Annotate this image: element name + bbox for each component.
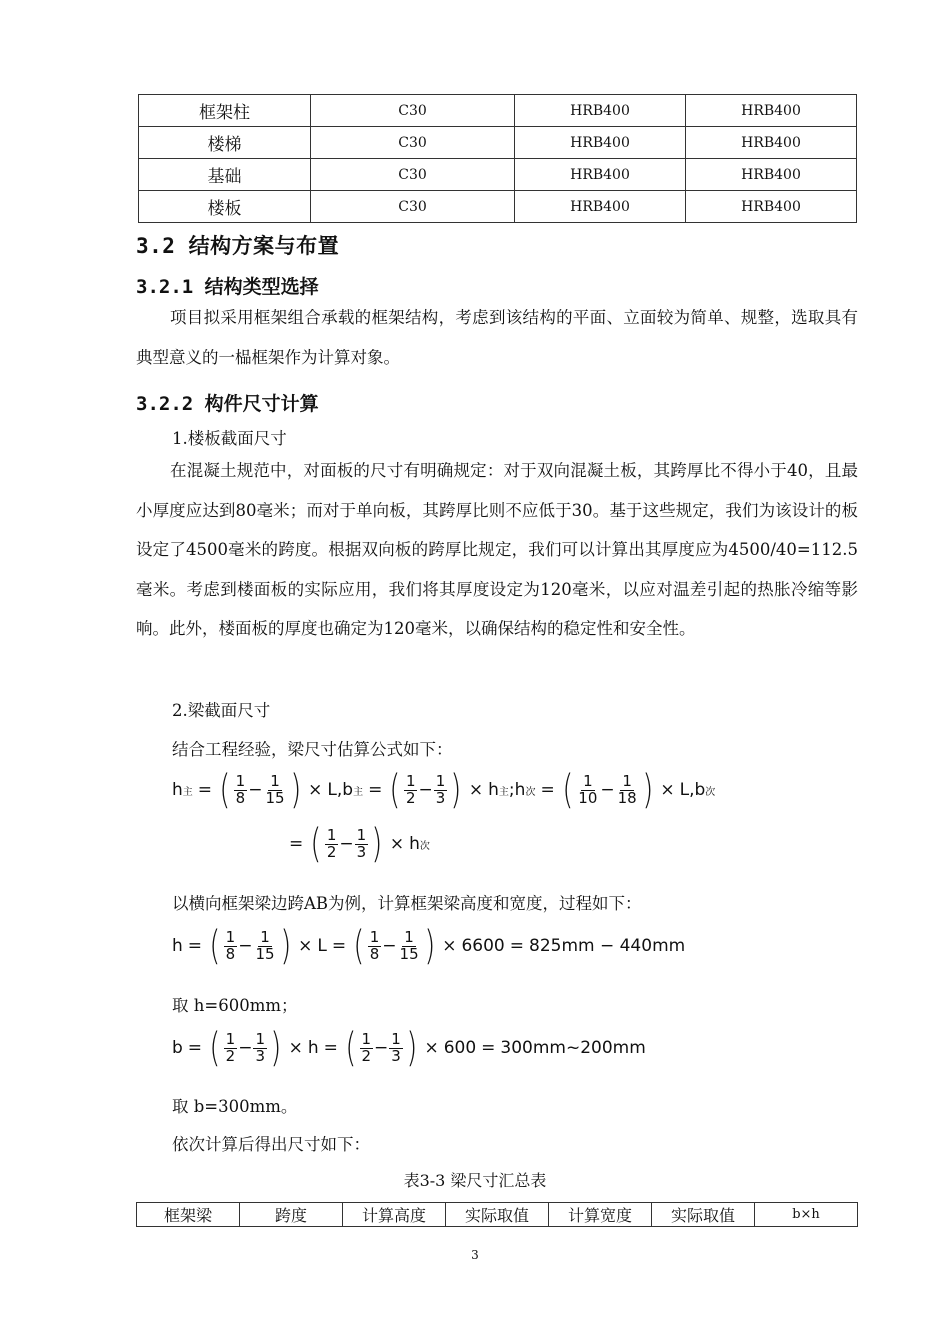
table-cell: HRB400 [686, 191, 857, 223]
paragraph-slab: 在混凝土规范中，对面板的尺寸有明确规定：对于双向混凝土板，其跨厚比不得小于40，且最小厚度应达到80毫米；而对于单向板，其跨厚比则不应低于30。基于这些规定，我们为该设计的板设定了4500毫米的跨度。根据双向板的跨厚比规定，我们可以计算出其厚度应为4500/40=112.5毫米。考虑到楼面板的实际应用，我们将其厚度设定为120毫米，以应对温差引起的热胀冷缩等影响。此外，楼面板的厚度也确定为120毫米，以确保结构的稳定性和安全性。 [136, 461, 858, 638]
example-intro: 以横向框架梁边跨AB为例，计算框架梁高度和宽度，过程如下： [172, 894, 642, 913]
table-cell: 基础 [139, 159, 311, 191]
beam-formula-intro: 结合工程经验，梁尺寸估算公式如下： [172, 740, 453, 759]
materials-table [138, 94, 857, 223]
take-width: 取 b=300mm。 [172, 1097, 298, 1116]
table-cell: HRB400 [686, 127, 857, 159]
table-cell: HRB400 [515, 95, 686, 127]
table-cell: HRB400 [686, 95, 857, 127]
table-cell: HRB400 [515, 159, 686, 191]
table-cell: C30 [311, 191, 515, 223]
column-header: b×h [755, 1203, 858, 1227]
subsection-heading: 3.2.2 构件尺寸计算 [136, 393, 319, 415]
table-cell: HRB400 [686, 159, 857, 191]
column-header: 计算宽度 [549, 1203, 652, 1227]
table-cell: C30 [311, 95, 515, 127]
table-cell: 楼梯 [139, 127, 311, 159]
list-item: 2.梁截面尺寸 [172, 701, 271, 720]
page-number: 3 [471, 1248, 479, 1262]
width-formula: b = ( $\frac{1}{2}$ − $\frac{1}{3}$ ) × h = ( $\frac{1}{2}$ − $\frac{1}{3}$ ) × 600 = 300mm~200mm [172, 1025, 646, 1071]
table-row [139, 191, 857, 223]
table-cell: 框架柱 [139, 95, 311, 127]
table-row [139, 159, 857, 191]
result-intro: 依次计算后得出尺寸如下： [172, 1135, 370, 1154]
beam-formula: h 主 = ( $\frac{1}{8}$ − $\frac{1}{15}$ ) × L , b 主 = ( $\frac{1}{2}$ − $\frac{1}{3}$ ) × h 主 ; h 次 = ( $\frac{1}{10}$ − $\frac{1}{18}$ ) × L , b 次 [172, 767, 716, 813]
table-cell: HRB400 [515, 191, 686, 223]
table-row [139, 95, 857, 127]
column-header: 实际取值 [446, 1203, 549, 1227]
subsection-heading: 3.2.1 结构类型选择 [136, 276, 319, 298]
column-header: 框架梁 [137, 1203, 240, 1227]
table-header-row [137, 1203, 858, 1227]
beam-size-table [136, 1202, 858, 1227]
section-heading: 3.2 结构方案与布置 [136, 234, 340, 258]
height-formula: h = ( $\frac{1}{8}$ − $\frac{1}{15}$ ) × L = ( $\frac{1}{8}$ − $\frac{1}{15}$ ) × 6600 = 825mm − 440mm [172, 923, 686, 969]
table-row [139, 127, 857, 159]
list-item: 1.楼板截面尺寸 [172, 429, 287, 448]
column-header: 计算高度 [343, 1203, 446, 1227]
beam-formula-continued: = ( $\frac{1}{2}$ − $\frac{1}{3}$ ) × h 次 [289, 821, 430, 867]
column-header: 实际取值 [652, 1203, 755, 1227]
take-height: 取 h=600mm； [172, 996, 298, 1015]
paragraph-structure-type: 项目拟采用框架组合承载的框架结构，考虑到该结构的平面、立面较为简单、规整，选取具有典型意义的一榀框架作为计算对象。 [136, 308, 858, 367]
table-cell: C30 [311, 159, 515, 191]
table-cell: HRB400 [515, 127, 686, 159]
table-caption: 表3-3 梁尺寸汇总表 [403, 1171, 547, 1190]
table-cell: C30 [311, 127, 515, 159]
column-header: 跨度 [240, 1203, 343, 1227]
table-cell: 楼板 [139, 191, 311, 223]
